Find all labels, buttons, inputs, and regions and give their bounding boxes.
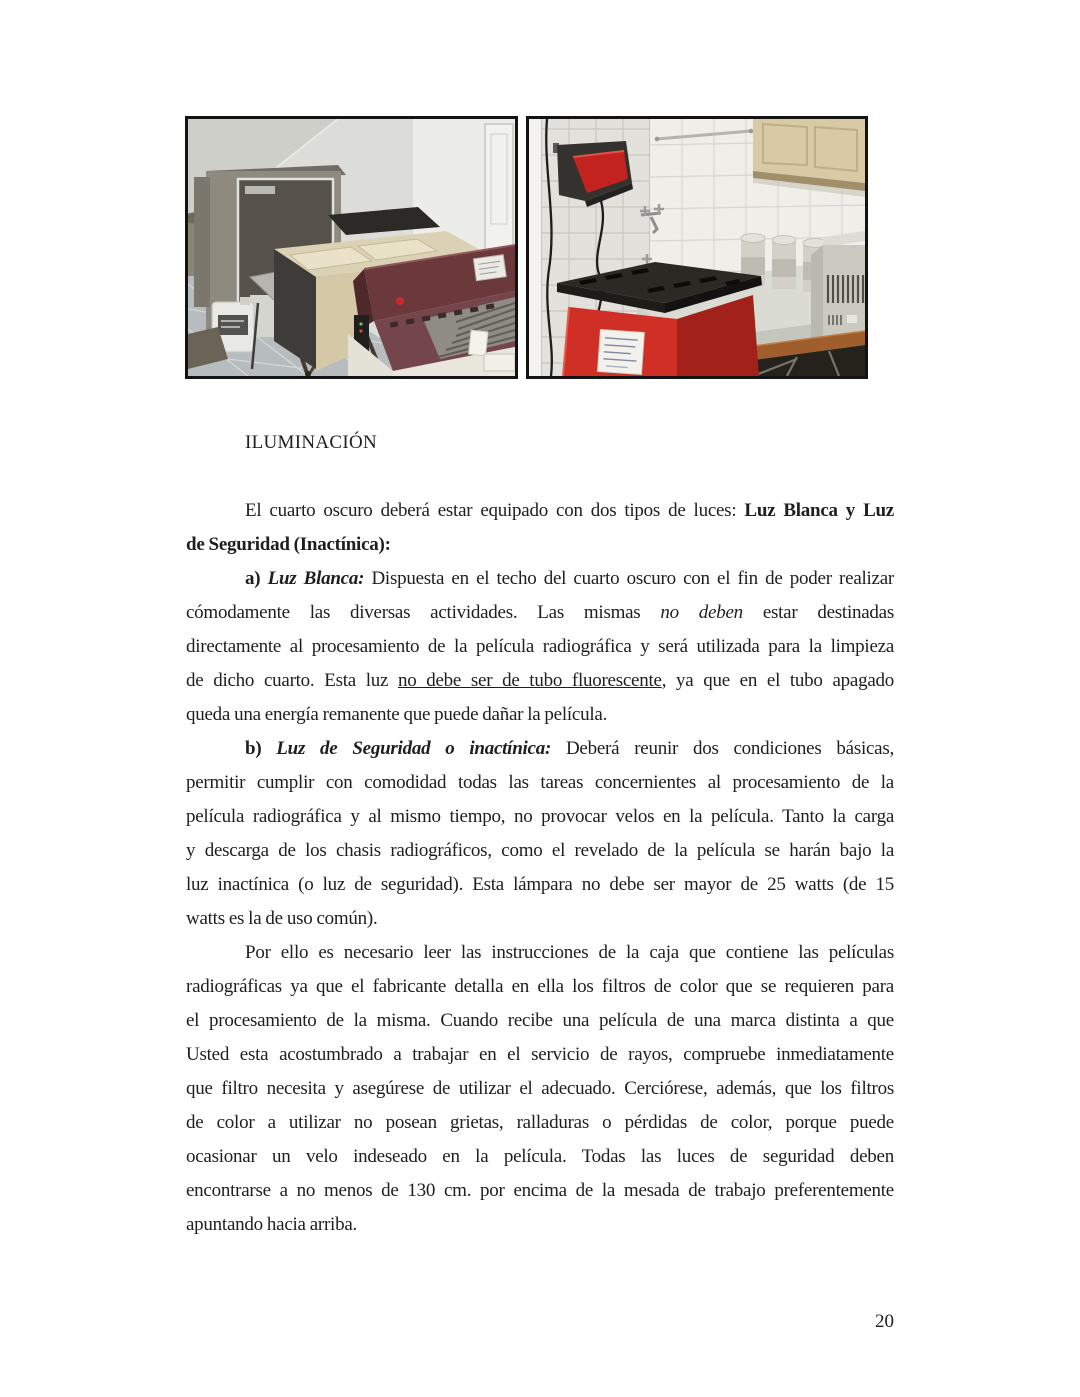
text-line — [186, 1208, 894, 1242]
text-line — [186, 1004, 894, 1038]
text-line — [186, 596, 894, 630]
text-line — [186, 630, 894, 664]
section-heading: ILUMINACIÓN — [245, 432, 378, 453]
text-line — [186, 1140, 894, 1174]
text-line — [186, 868, 894, 902]
text-line — [186, 1174, 894, 1208]
text-run: a) — [245, 568, 268, 589]
text-line — [186, 562, 894, 596]
text-run: ocasionar un velo indeseado en la película. Todas las luces de seguridad deben — [186, 1146, 894, 1167]
text-run: b) — [245, 738, 277, 759]
text-line — [186, 1072, 894, 1106]
paragraph — [186, 562, 894, 732]
text-run: no debe ser de tubo fluorescente — [397, 670, 662, 691]
text-line — [186, 698, 894, 732]
text-run: Luz Blanca: — [267, 568, 365, 589]
text-run: directamente al procesamiento de la película radiográfica y será utilizada para la limpieza — [186, 636, 894, 657]
text-run: watts es la de uso común). — [186, 908, 378, 929]
text-run: cómodamente las diversas actividades. Las mismas — [186, 602, 661, 623]
text-run: Deberá reunir dos condiciones básicas, — [551, 738, 894, 759]
paragraph — [186, 732, 894, 936]
text-line — [186, 528, 894, 562]
text-run: Dispuesta en el techo del cuarto oscuro con el fin de poder realizar — [364, 568, 894, 589]
text-line — [186, 936, 894, 970]
text-run: y descarga de los chasis radiográficos, como el revelado de la película se harán bajo la — [186, 840, 894, 861]
right-photo-illustration — [529, 119, 865, 376]
text-line — [186, 1106, 894, 1140]
paragraph — [186, 936, 894, 1242]
text-run: Usted esta acostumbrado a trabajar en el servicio de rayos, compruebe inmediatamente — [186, 1044, 894, 1065]
text-run: Por ello es necesario leer las instrucciones de la caja que contiene las películas — [245, 942, 894, 963]
text-run: de color a utilizar no posean grietas, ralladuras o pérdidas de color, porque puede — [186, 1112, 894, 1133]
text-run: de Seguridad (Inactínica): — [186, 534, 391, 555]
text-run: no deben — [660, 602, 743, 623]
text-run: encontrarse a no menos de 130 cm. por encima de la mesada de trabajo preferentemente — [186, 1180, 894, 1201]
text-line — [186, 800, 894, 834]
text-run: Luz de Seguridad o inactínica: — [276, 738, 552, 759]
text-line — [186, 494, 894, 528]
left-photo-illustration — [188, 119, 515, 376]
text-line — [186, 902, 894, 936]
text-line — [186, 766, 894, 800]
text-run: que filtro necesita y asegúrese de utilizar el adecuado. Cerciórese, además, que los filtros — [186, 1078, 894, 1099]
text-run: el procesamiento de la misma. Cuando recibe una película de una marca distinta a que — [186, 1010, 894, 1031]
text-run: queda una energía remanente que puede dañar la película. — [186, 704, 608, 725]
text-line — [186, 732, 894, 766]
text-line — [186, 1038, 894, 1072]
text-run: permitir cumplir con comodidad todas las tareas concernientes al procesamiento de la — [186, 772, 894, 793]
paragraph — [186, 494, 894, 562]
text-run: película radiográfica y al mismo tiempo, no provocar velos en la película. Tanto la carga — [186, 806, 894, 827]
text-run: Luz Blanca y Luz — [744, 500, 894, 521]
text-run: El cuarto oscuro deberá estar equipado con dos tipos de luces: — [245, 500, 745, 521]
text-run: , ya que en el tubo apagado — [661, 670, 895, 691]
document-body — [186, 426, 894, 1242]
paragraphs-container — [186, 494, 894, 1242]
darkroom-film-processors-photo — [185, 116, 518, 379]
text-line — [186, 834, 894, 868]
text-line — [186, 664, 894, 698]
page-number: 20 — [875, 1311, 894, 1332]
text-line — [186, 970, 894, 1004]
text-run: estar destinadas — [742, 602, 894, 623]
text-run: radiográficas ya que el fabricante detalla en ella los filtros de color que se requieren para — [186, 976, 894, 997]
darkroom-safelight-and-film-bin-photo — [526, 116, 868, 379]
text-run: luz inactínica (o luz de seguridad). Esta lámpara no debe ser mayor de 25 watts (de 15 — [186, 874, 894, 895]
text-run: de dicho cuarto. Esta luz — [186, 670, 398, 691]
text-run: apuntando hacia arriba. — [186, 1214, 358, 1235]
